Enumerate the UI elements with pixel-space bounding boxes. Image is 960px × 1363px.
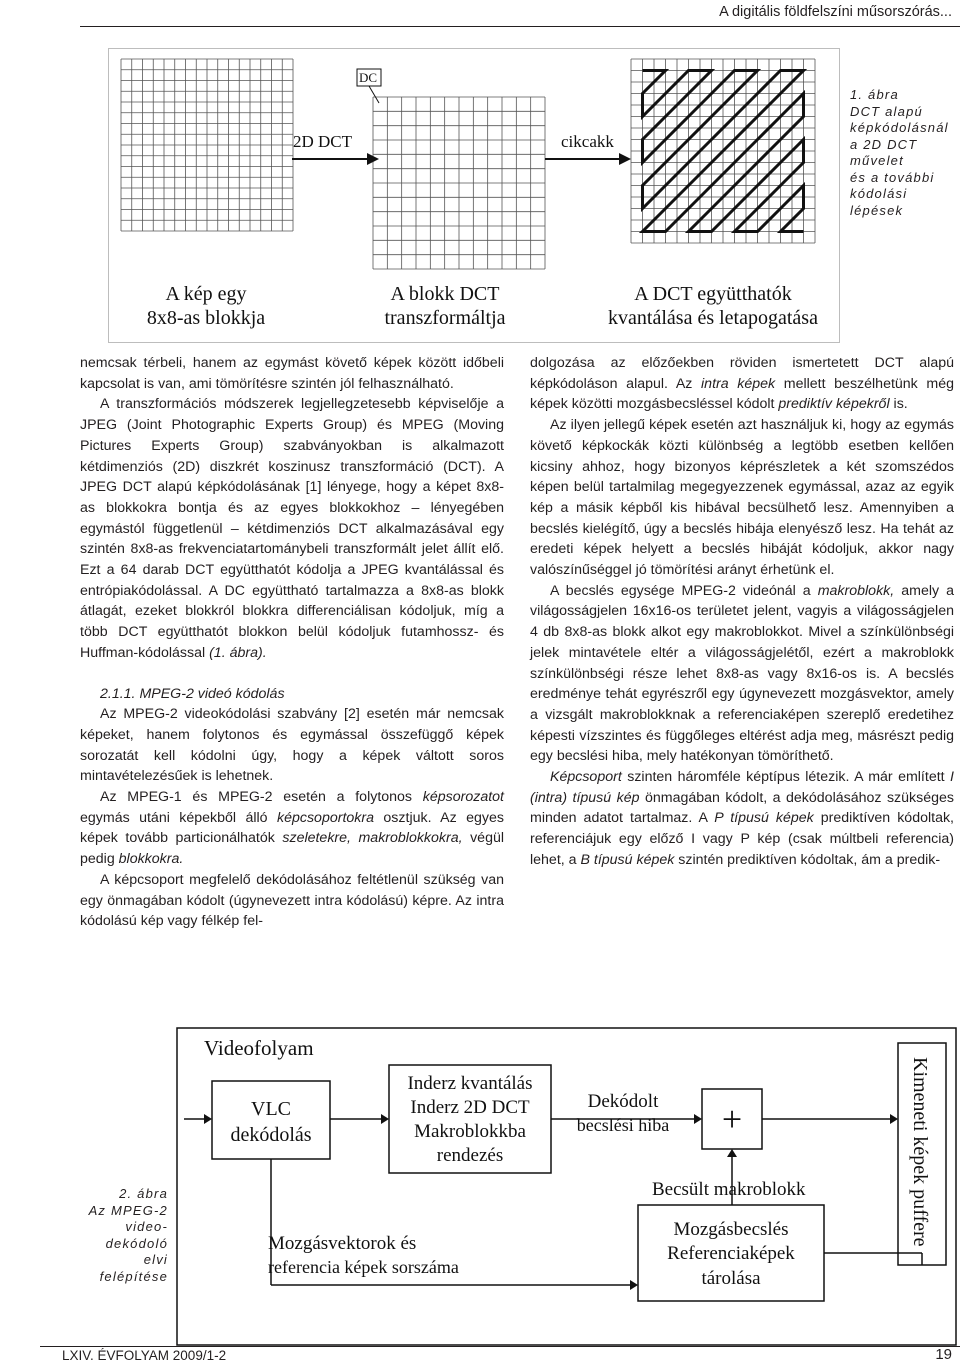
figure-1-caption-line: és a további — [850, 169, 935, 185]
figure-1-caption-line: kódolási — [850, 186, 908, 201]
page-number: 19 — [935, 1346, 952, 1363]
paragraph: Képcsoport szinten háromféle képtípus létezik. A már említett I (intra) típusú kép önmagában kódolt, a dekódolásához szükséges minden adatot tartalmaz. A P típusú képek prediktíven kódoltak, referenciájuk egy előző I vagy P kép (csak múltbeli referencia) lehet, a B típusú képek szintén prediktíven kódoltak, ám a predik- — [530, 769, 954, 868]
becsult-label: Becsült makroblokk — [652, 1179, 806, 1200]
inv-label-1: Inderz kvantálás — [407, 1073, 533, 1094]
dct-block-grid — [373, 97, 545, 269]
paragraph: A becslés egysége MPEG-2 videónál a makroblokk, amely a világosságjelen 16x16-os területet jelent, vagyis a világosságjelen 4 db 8x8-as blokk alkot egy makroblokkot. Mivel a színkülönbségi jelek mintavétele eltér a világosságjelétől, ezért a makroblokk színkülönbségi része lehet 8x8-as vagy 8x16-os is. A becslés eredménye tehát egyrészről egy úgynevezett mozgásvektor, amely a vizsgált makroblokknak a referenciaképen szereplő eredetihez képesti vízszintes és függőleges eltérést adja meg, másrészt pedig egy becslési hiba, mely hatékonyan tömöríthető. — [530, 582, 954, 765]
dekod-label-1: Dekódolt — [587, 1091, 659, 1112]
figure-2-caption — [80, 1186, 168, 1285]
image-block-grid — [121, 59, 293, 231]
dct-label-2: transzformáltja — [384, 307, 506, 329]
figure-1-caption — [850, 87, 949, 219]
me-label-1: Mozgásbecslés — [673, 1219, 789, 1240]
output-buffer-label: Kimeneti képek puffere — [909, 1057, 931, 1247]
paragraph: Az ilyen jellegű képek esetén azt használjuk ki, hogy az egymás követő képkockák közti különbség a legtöbb esetben kellően kicsiny ahhoz, hogy bizonyos képrészletek a két szomszédos képen belül tartalmilag megegyezzenek egymással, azaz az egyik kép a másik képből kis hibával becsülhető lesz. Amennyiben a becslés kielégítő, úgy a becslés hibája elenyésző lesz. Ha tehát az eredeti képek helyett a becslés hibáját kódoljuk, akkor nagy valószínűséggel jó tömörítési arányt érhetünk el. — [530, 417, 954, 579]
right-column — [530, 353, 954, 871]
figure-1-caption-line: művelet — [850, 153, 904, 168]
vlc-label-2: dekódolás — [230, 1124, 312, 1146]
footer-rule — [40, 1346, 960, 1347]
block-label-1: A kép egy — [165, 283, 247, 305]
figure-2-caption-line: video- — [125, 1219, 168, 1234]
vlc-label-1: VLC — [251, 1098, 291, 1120]
figure-2 — [176, 1027, 957, 1346]
block-label-2: 8x8-as blokkja — [146, 307, 266, 329]
figure-2-caption-line: felépítése — [99, 1268, 168, 1284]
dct2d-label: 2D DCT — [293, 132, 353, 151]
figure-2-caption-line: Az MPEG-2 — [88, 1202, 168, 1218]
figure-1-caption-line: képkódolásnál — [850, 120, 949, 135]
paragraph: A képcsoport megfelelő dekódolásához feltétlenül szükség van egy önmagában kódolt (úgynevezett intra kódolású) képre. Az intra kódolású kép vagy félkép fel- — [80, 871, 504, 930]
dc-label: DC — [359, 70, 378, 85]
figure-1-caption-line: 1. ábra — [850, 87, 899, 102]
figure-1-caption-line: lépések — [850, 202, 904, 218]
plus-sign: + — [721, 1099, 743, 1139]
figure-1-caption-line: DCT alapú — [850, 103, 923, 119]
left-column — [80, 353, 504, 932]
coef-label-2: kvantálása és letapogatása — [608, 307, 818, 329]
coef-label-1: A DCT együtthatók — [634, 283, 792, 305]
inv-label-3: Makroblokkba — [414, 1121, 526, 1142]
figure-2-caption-line: elvi — [143, 1252, 168, 1267]
inv-label-2: Inderz 2D DCT — [410, 1097, 530, 1118]
figure-1-diagram — [109, 49, 839, 342]
figure-2-caption-line: dekódoló — [105, 1235, 168, 1251]
vlc-box — [212, 1081, 330, 1159]
inv-label-4: rendezés — [436, 1145, 504, 1166]
journal-issue: LXIV. ÉVFOLYAM 2009/1-2 — [62, 1348, 227, 1363]
mv-label-1: Mozgásvektorok és — [268, 1233, 417, 1254]
figure-2-diagram — [176, 1027, 957, 1346]
dct-label-1: A blokk DCT — [390, 283, 500, 305]
videofolyam-label: Videofolyam — [204, 1036, 314, 1060]
figure-1 — [108, 48, 840, 343]
section-heading: 2.1.1. MPEG-2 videó kódolás — [100, 685, 285, 702]
running-header: A digitális földfelszíni műsorszórás... — [719, 4, 952, 20]
me-label-2: Referenciaképek — [667, 1243, 795, 1264]
paragraph: dolgozása az előzőekben röviden ismertetett DCT alapú képkódoláson alapul. Az intra képek mellett beszélhetünk még képek közötti mozgásbecsléssel kódolt prediktív képekről is. — [530, 355, 954, 413]
zigzag-label: cikcakk — [561, 132, 614, 151]
dekod-label-2: becslési hiba — [576, 1115, 670, 1135]
paragraph: nemcsak térbeli, hanem az egymást követő képek között időbeli kapcsolat is van, ami tömörítésre szintén jól felhasználható. — [80, 355, 504, 392]
paragraph: Az MPEG-1 és MPEG-2 esetén a folytonos képsorozatot egymás utáni képekből álló képcsoportokra osztjuk. Az egyes képek tovább particionálhatók szeletekre, makroblokkokra, végül pedig blokkokra. — [80, 789, 505, 868]
paragraph: A transzformációs módszerek legjellegzetesebb képviselője a JPEG (Joint Photographic Experts Group) és MPEG (Moving Pictures Experts Group) szabványokban is alkalmazott kétdimenziós (2D) diszkrét koszinusz transzformáció (DCT). A JPEG DCT alapú képkódolásának [1] lényege, hogy a képet 8x8-as blokkokra bontja és az egyes blokkokhoz – lényegében egymástól függetlenül – kétdimenziós DCT alkalmazásával egy szintén 8x8-as frekvenciatartománybeli transzformált jelet állít elő. Ezt a 64 darab DCT együtthatót kódolja a JPEG kvantálással és entrópiakódolással. A DC együttható tartalmazza a 8x8-as blokk átlagát, ezeket blokkról blokkra differenciálisan kódoljuk, míg a több DCT együtthatót blokkon belül kódoljuk futamhossz- és Huffman-kódolással (1. ábra). — [80, 396, 504, 661]
figure-2-caption-line: 2. ábra — [119, 1186, 168, 1201]
mv-label-2: referencia képek sorszáma — [268, 1257, 459, 1277]
figure-1-caption-line: a 2D DCT — [850, 136, 918, 152]
me-label-3: tárolása — [701, 1268, 761, 1289]
paragraph: Az MPEG-2 videokódolási szabvány [2] esetén már nemcsak képeket, hanem folytonos és egymással összefüggő képek sorozatát kell kódolni úgy, hogy a képek váltott soros mintavételezésűek is lehetnek. — [80, 706, 504, 785]
header-rule — [80, 26, 960, 27]
